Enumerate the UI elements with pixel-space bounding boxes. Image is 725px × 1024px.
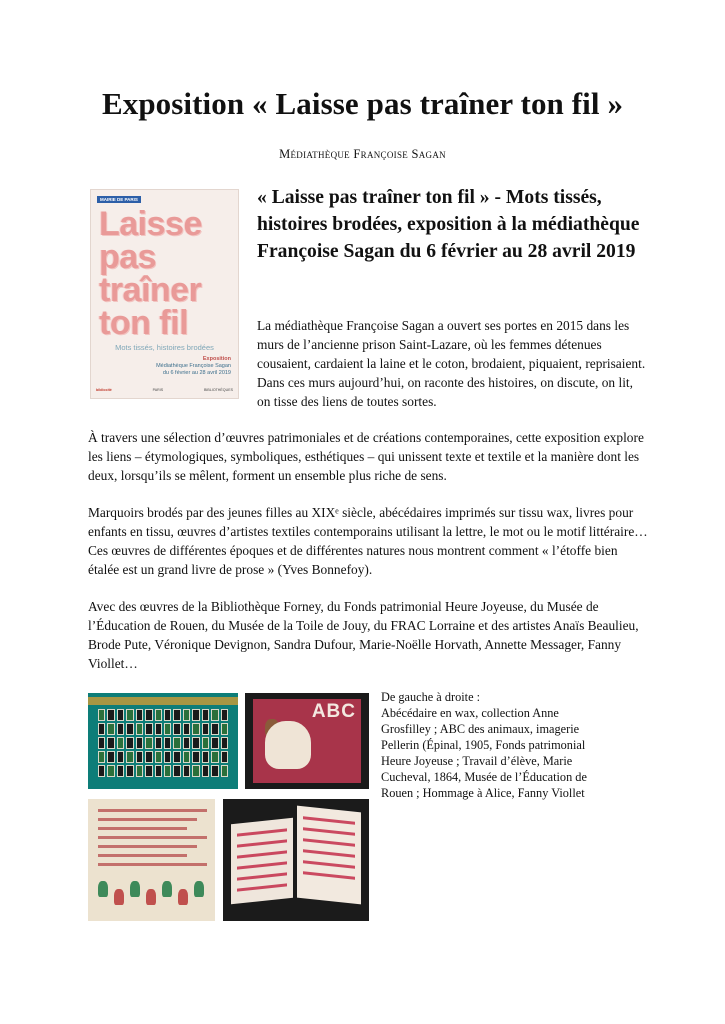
photo-grid-cell (155, 709, 162, 721)
photo-flower-motif (146, 889, 156, 905)
photo-grid-cell (192, 737, 199, 749)
photo-travail-eleve (88, 799, 215, 921)
photo-grid-cell (202, 737, 209, 749)
photo-book-right-page (297, 806, 361, 905)
article-headline: « Laisse pas traîner ton fil » - Mots tissés, histoires brodées, exposition à la médiathèque Françoise Sagan du 6 février au 28 avril 2019 (257, 187, 640, 262)
photo-grid-cell (117, 737, 124, 749)
photo-grid-cell (183, 751, 190, 763)
photo-embroidered-line (303, 816, 355, 824)
photo-grid-cell (126, 737, 133, 749)
photo-grid-cell (155, 723, 162, 735)
photo-grid-cell (202, 723, 209, 735)
photo-flower-motif (130, 881, 140, 897)
photo-grid-cell (155, 737, 162, 749)
photo-stitch-row (98, 845, 197, 848)
photo-grid-cell (136, 709, 143, 721)
photo-embroidered-line (237, 861, 287, 869)
body-paragraph: À travers une sélection d’œuvres patrimoniales et de créations contemporaines, cette exposition explore les liens – étymologiques, symboliques, esthétiques – qui unissent texte et textile et la manière dont les deux, lorsqu’ils se mêlent, forment un ensemble plus riche de sens. (88, 430, 644, 483)
photo-flower-motif (194, 881, 204, 897)
photo-embroidered-line (237, 883, 287, 891)
photo-wax-abecedaire (88, 693, 238, 789)
photo-grid-cell (211, 751, 218, 763)
photo-caption (381, 689, 596, 801)
poster-logo-left: bibliocité (96, 388, 112, 392)
photo-grid-cell (126, 709, 133, 721)
photo-grid-cell (164, 737, 171, 749)
poster-title (99, 205, 231, 342)
photo-stitch-row (98, 836, 207, 839)
photo-grid-cell (136, 737, 143, 749)
photo-embroidered-line (237, 850, 287, 858)
photo-grid-cell (183, 737, 190, 749)
photo-grid-cell (211, 723, 218, 735)
poster-logo-mid: PARIS (152, 388, 164, 392)
photo-book-left-page (231, 818, 293, 905)
photo-embroidered-line (237, 828, 287, 836)
photo-grid-cell (183, 723, 190, 735)
photo-grid-cell (221, 737, 228, 749)
photo-grid-cell (107, 751, 114, 763)
exhibition-poster (90, 189, 239, 399)
photo-grid-cell (117, 709, 124, 721)
poster-info-dates: du 6 février au 28 avril 2019 (162, 370, 231, 376)
photo-grid-cell (107, 737, 114, 749)
photo-grid-cell (155, 751, 162, 763)
photo-grid-cell (145, 709, 152, 721)
poster-word: ton fil (99, 304, 189, 342)
poster-info-venue: Médiathèque Françoise Sagan (156, 363, 231, 369)
poster-word: pas (99, 238, 157, 276)
photo-stitch-row (98, 827, 187, 830)
photo-grid-cell (173, 765, 180, 777)
photo-grid-cell (202, 751, 209, 763)
photo-grid-cell (98, 723, 105, 735)
venue-label: Médiathèque Françoise Sagan (279, 147, 446, 161)
photo-grid-cell (117, 751, 124, 763)
photo-grid-cell (221, 765, 228, 777)
photo-stitch-row (98, 818, 197, 821)
photo-grid-cell (202, 765, 209, 777)
poster-logo-right: BIBLIOTHÈQUES (204, 388, 233, 392)
photo-grid-cell (107, 765, 114, 777)
photo-flower-motif (178, 889, 188, 905)
photo-grid-cell (221, 709, 228, 721)
photo-dog (265, 721, 311, 769)
photo-abc-animaux (245, 693, 369, 789)
poster-logos (96, 386, 233, 394)
photo-flower-motif (162, 881, 172, 897)
intro-paragraph: La médiathèque Françoise Sagan a ouvert ses portes en 2015 dans les murs de l’ancienne prison Saint-Lazare, où les femmes détenues cousaient, cardaient la laine et le coton, brodaient, piquaient, reprisaient. Dans ces murs aujourd’hui, on raconte des histoires, on discute, on lit, on tisse des liens de toutes sortes. (257, 318, 646, 409)
photo-grid-cell (192, 709, 199, 721)
photo-embroidered-line (237, 839, 287, 847)
poster-word: Laisse (99, 205, 202, 243)
photo-stitch-row (98, 854, 187, 857)
photo-grid-cell (211, 737, 218, 749)
photo-grid-cell (98, 765, 105, 777)
photo-grid-cell (164, 751, 171, 763)
photo-letter-grid (98, 709, 228, 777)
photo-grid-cell (173, 751, 180, 763)
photo-embroidered-line (303, 827, 355, 835)
photo-grid-cell (202, 709, 209, 721)
photo-grid-cell (107, 723, 114, 735)
photo-grid-cell (183, 765, 190, 777)
poster-info (156, 356, 231, 377)
photo-grid-cell (126, 723, 133, 735)
photo-grid-cell (155, 765, 162, 777)
photo-grid-cell (98, 737, 105, 749)
caption-text: Abécédaire en wax, collection Anne Grosfilley ; ABC des animaux, imagerie Pellerin (Épinal, 1905, Fonds patrimonial Heure Joyeuse ; Travail d’élève, Marie Cucheval, 1864, Musée de l’Éducation de Rouen ; Hommage à Alice, Fanny Viollet (381, 706, 587, 800)
photo-grid-cell (136, 723, 143, 735)
photo-grid-cell (221, 751, 228, 763)
poster-info-title: Exposition (202, 356, 231, 362)
body-paragraph: Marquoirs brodés par des jeunes filles au XIXᵉ siècle, abécédaires imprimés sur tissu wax, livres pour enfants en tissu, œuvres d’artistes textiles contemporains utilisant la lettre, le mot ou le motif littéraire… Ces œuvres de différentes époques et de différentes natures nous montrent comment « l’étoffe bien étalée est un grand livre de prose » (Yves Bonnefoy). (88, 505, 648, 577)
photo-grid-cell (211, 765, 218, 777)
photo-grid-cell (173, 737, 180, 749)
poster-subtitle: Mots tissés, histoires brodées (115, 343, 214, 352)
page-title: Exposition « Laisse pas traîner ton fil » (101, 86, 624, 121)
photo-flower-motif (98, 881, 108, 897)
photo-grid-cell (145, 737, 152, 749)
photo-abc-text: ABC (311, 701, 356, 722)
photo-grid-cell (192, 723, 199, 735)
photo-grid-cell (145, 765, 152, 777)
photo-grid-cell (211, 709, 218, 721)
photo-hommage-alice (223, 799, 369, 921)
photo-grid-cell (221, 723, 228, 735)
photo-grid-cell (117, 723, 124, 735)
poster-tag: MAIRIE DE PARIS (97, 196, 141, 203)
photo-grid-cell (126, 765, 133, 777)
photo-grid-cell (183, 709, 190, 721)
photo-grid-cell (145, 723, 152, 735)
photo-grid-cell (173, 723, 180, 735)
photo-grid-cell (136, 765, 143, 777)
photo-grid-cell (164, 723, 171, 735)
body-paragraph: Avec des œuvres de la Bibliothèque Forney, du Fonds patrimonial Heure Joyeuse, du Musée de l’Éducation de Rouen, du Musée de la Toile de Jouy, du FRAC Lorraine et des artistes Anaïs Beaulieu, Brode Pute, Véronique Devignon, Sandra Dufour, Marie-Noëlle Horvath, Annette Messager, Fanny Viollet… (88, 599, 639, 671)
photo-embroidered-line (303, 849, 355, 857)
photo-grid-cell (117, 765, 124, 777)
photo-band (88, 697, 238, 705)
photo-embroidered-line (303, 860, 355, 868)
photo-embroidered-line (303, 871, 355, 879)
photo-grid-cell (107, 709, 114, 721)
photo-grid-cell (164, 765, 171, 777)
photo-grid-cell (192, 751, 199, 763)
photo-stitch-row (98, 809, 207, 812)
photo-embroidered-line (237, 872, 287, 880)
photo-grid-cell (98, 709, 105, 721)
caption-label: De gauche à droite : (381, 690, 481, 704)
photo-flower-motif (114, 889, 124, 905)
photo-grid-cell (126, 751, 133, 763)
photo-grid-cell (145, 751, 152, 763)
photo-grid-cell (192, 765, 199, 777)
photo-grid-cell (136, 751, 143, 763)
photo-grid-cell (98, 751, 105, 763)
photo-embroidered-line (303, 838, 355, 846)
photo-grid-cell (164, 709, 171, 721)
poster-word: traîner (99, 271, 202, 309)
photo-grid-cell (173, 709, 180, 721)
photo-stitch-row (98, 863, 207, 866)
